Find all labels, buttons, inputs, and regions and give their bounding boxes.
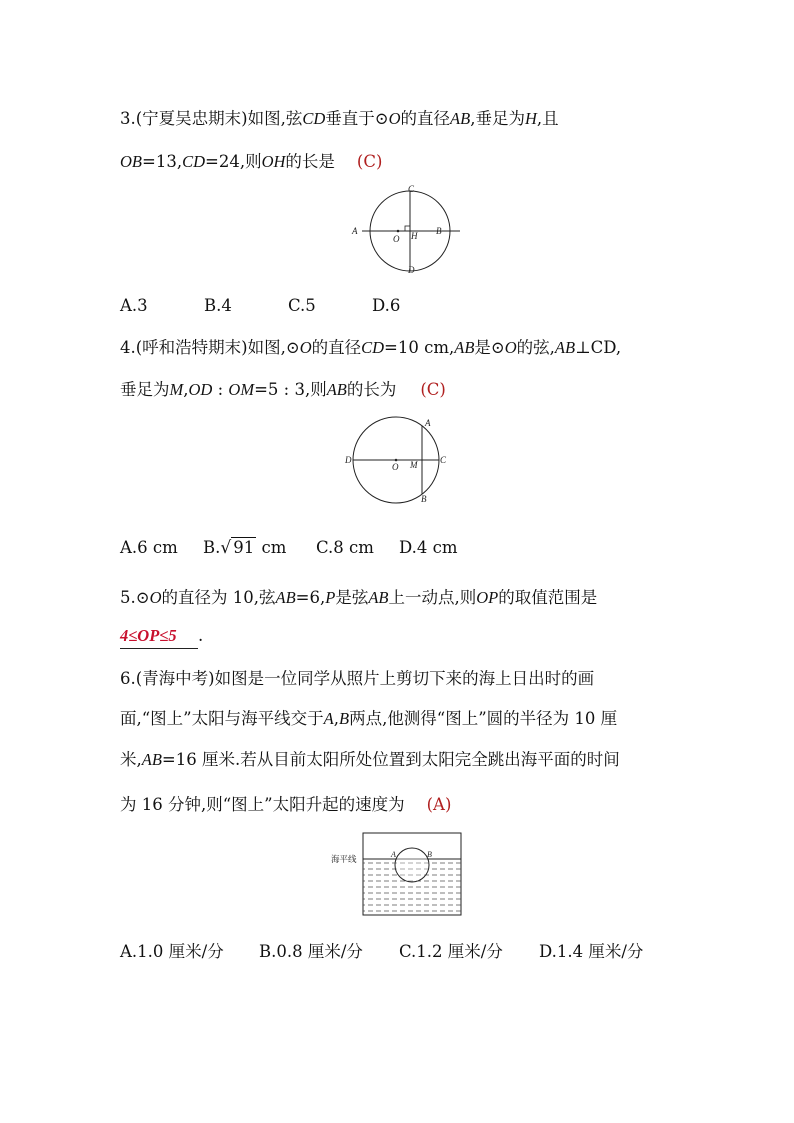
q5-number: 5. <box>120 588 136 607</box>
q4-figure <box>338 412 458 512</box>
q4-label-o: O <box>392 462 399 472</box>
q3-number: 3. <box>120 109 136 128</box>
q5-answer-blank: 4≤OP≤5 <box>120 624 198 649</box>
q3-label-h: H <box>411 231 418 241</box>
q4-option-d: D.4 cm <box>399 538 458 557</box>
q3-label-d: D <box>408 265 415 275</box>
q4-option-a: A.6 cm <box>120 538 178 557</box>
q3-figure <box>348 180 468 280</box>
q6-option-b: B.0.8 厘米/分 <box>259 942 363 961</box>
q4-label-a: A <box>425 418 431 428</box>
q4-number: 4. <box>120 338 136 357</box>
q6-answer: (A) <box>426 795 452 814</box>
q6-option-c: C.1.2 厘米/分 <box>399 942 503 961</box>
q6-number: 6. <box>120 669 136 688</box>
q3-option-a: A.3 <box>120 296 148 315</box>
q6-line2: 面,“图上”太阳与海平线交于A,B两点,他测得“图上”圆的半径为 10 厘 <box>120 709 618 728</box>
q3-line2: OB=13,CD=24,则OH的长是 (C) <box>120 152 383 171</box>
q6-label-a: A <box>391 850 396 859</box>
q4-option-c: C.8 cm <box>316 538 374 557</box>
q5-line2: 4≤OP≤5 . <box>120 624 203 649</box>
q3-answer: (C) <box>356 152 383 171</box>
q3-option-b: B.4 <box>204 296 232 315</box>
sqrt-sign: √ <box>220 538 232 558</box>
q3-label-b: B <box>436 226 442 236</box>
q5-line1: 5.⊙O的直径为 10,弦AB=6,P是弦AB上一动点,则OP的取值范围是 <box>120 588 598 607</box>
q4-answer: (C) <box>420 380 446 399</box>
q6-option-d: D.1.4 厘米/分 <box>539 942 644 961</box>
q6-line1: 6.(青海中考)如图是一位同学从照片上剪切下来的海上日出时的画 <box>120 669 595 688</box>
q6-line4: 为 16 分钟,则“图上”太阳升起的速度为 (A) <box>120 795 452 814</box>
q3-source: (宁夏吴忠期末) <box>135 109 248 128</box>
q4-line1: 4.(呼和浩特期末)如图,⊙O的直径CD=10 cm,AB是⊙O的弦,AB⊥CD, <box>120 338 622 357</box>
q4-line2: 垂足为M,OD : OM=5 : 3,则AB的长为 (C) <box>120 380 446 399</box>
q4-source: (呼和浩特期末) <box>135 338 248 357</box>
q4-label-c: C <box>440 455 447 465</box>
q3-label-a: A <box>352 226 358 236</box>
q6-option-a: A.1.0 厘米/分 <box>120 942 224 961</box>
q4-label-d: D <box>345 455 352 465</box>
q3-option-c: C.5 <box>288 296 316 315</box>
q6-label-b: B <box>427 850 432 859</box>
q6-source: (青海中考) <box>135 669 215 688</box>
q6-figure-label: 海平线 <box>331 855 357 865</box>
q4-option-b: B.√ 91 cm <box>203 538 287 558</box>
q4-label-b: B <box>421 494 427 504</box>
q3-line1: 3.(宁夏吴忠期末)如图,弦CD垂直于⊙O的直径AB,垂足为H,且 <box>120 109 559 128</box>
q6-figure <box>328 830 468 920</box>
q6-line3: 米,AB=16 厘米.若从目前太阳所处位置到太阳完全跳出海平面的时间 <box>120 750 620 769</box>
q3-option-d: D.6 <box>372 296 401 315</box>
q3-label-o: O <box>393 234 400 244</box>
q3-label-c: C <box>408 184 415 194</box>
q4-label-m: M <box>410 460 418 470</box>
